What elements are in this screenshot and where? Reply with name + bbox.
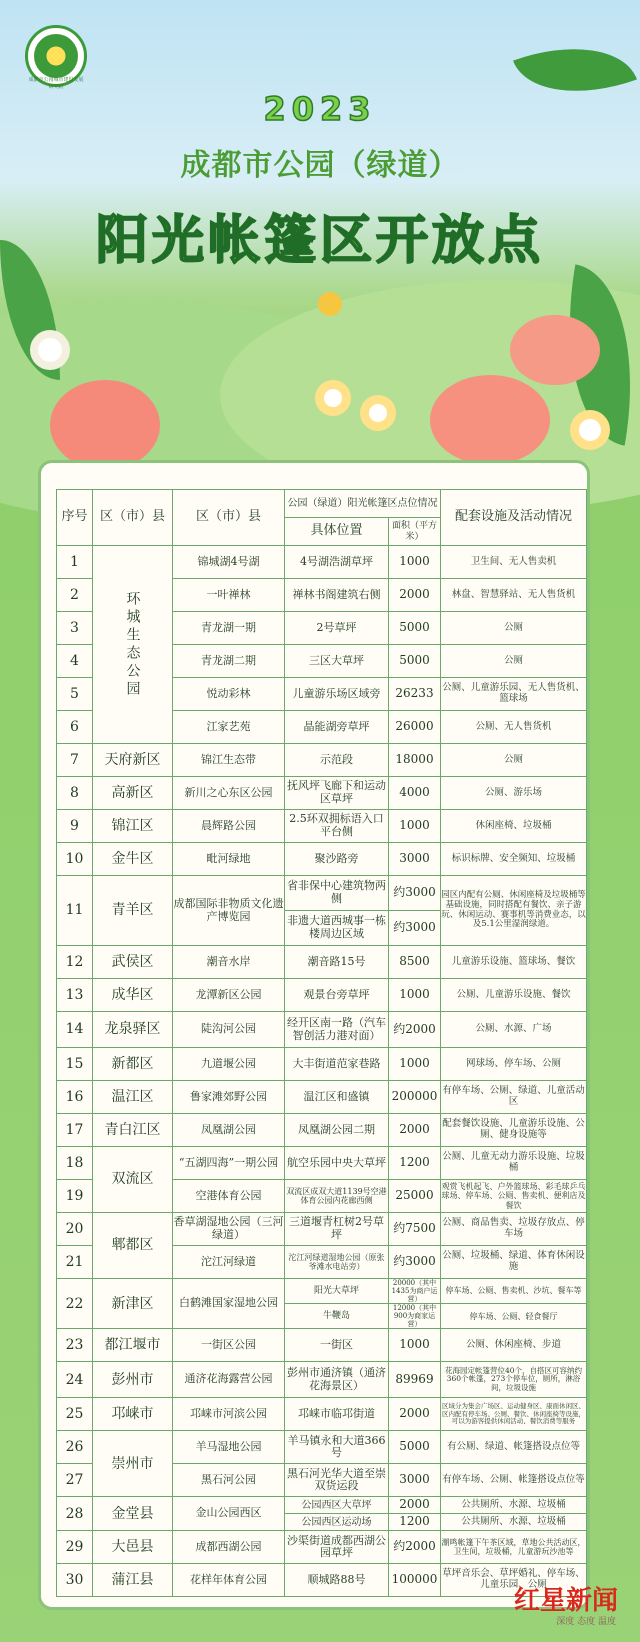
- park-cell: 晨辉路公园: [173, 810, 285, 843]
- area-cell: 8500: [389, 946, 441, 979]
- flower-decoration: [315, 380, 351, 416]
- area-cell: 1000: [389, 810, 441, 843]
- park-cell: 黑石河公园: [173, 1464, 285, 1497]
- district-cell: 新津区: [93, 1279, 173, 1329]
- row-number: 14: [57, 1012, 93, 1048]
- area-cell: 约3000: [389, 1246, 441, 1279]
- district-cell: 温江区: [93, 1081, 173, 1114]
- flower-decoration: [50, 380, 160, 470]
- park-cell: 成都西湖公园: [173, 1531, 285, 1564]
- facilities-cell: 花海园定帐篷营位40个，自搭区可容纳约360个帐篷，273个停车位，厕所，淋浴间，垃圾设施: [441, 1362, 587, 1398]
- row-number: 30: [57, 1564, 93, 1597]
- facilities-cell: 公厕、休闲座椅、步道: [441, 1329, 587, 1362]
- row-number: 19: [57, 1180, 93, 1213]
- location-cell: 沙渠街道成都西湖公园草坪: [285, 1531, 389, 1564]
- area-cell: 12000（其中900为商家运营）: [389, 1304, 441, 1329]
- facilities-cell: 停车场、公厕、售卖机、沙坑、餐车等: [441, 1279, 587, 1304]
- district-cell: 邛崃市: [93, 1398, 173, 1431]
- location-cell: 儿童游乐场区域旁: [285, 678, 389, 711]
- row-number: 10: [57, 843, 93, 876]
- facilities-cell: 公厕、无人售货机: [441, 711, 587, 744]
- facilities-cell: 公厕、游乐场: [441, 777, 587, 810]
- facilities-cell: 休闲座椅、垃圾桶: [441, 810, 587, 843]
- park-cell: 九道堰公园: [173, 1048, 285, 1081]
- row-number: 11: [57, 876, 93, 946]
- location-cell: 沱江河绿道湿地公园（原张爷滩水电站旁）: [285, 1246, 389, 1279]
- park-cell: 毗河绿地: [173, 843, 285, 876]
- district-cell: 金牛区: [93, 843, 173, 876]
- area-cell: 200000: [389, 1081, 441, 1114]
- area-cell: 1200: [389, 1147, 441, 1180]
- facilities-cell: 有停车场、公厕、帐篷搭设点位等: [441, 1464, 587, 1497]
- facilities-cell: 有公厕、绿道、帐篷搭设点位等: [441, 1431, 587, 1464]
- area-cell: 25000: [389, 1180, 441, 1213]
- flower-decoration: [430, 375, 550, 465]
- brand-logo: 红星新闻: [513, 1586, 618, 1616]
- area-cell: 18000: [389, 744, 441, 777]
- sites-table: [56, 489, 587, 1597]
- header-area: 面积（平方米）: [389, 518, 441, 546]
- row-number: 3: [57, 612, 93, 645]
- location-cell: 经开区南一路（汽车智创活力港对面）: [285, 1012, 389, 1048]
- park-cell: 锦江生态带: [173, 744, 285, 777]
- area-cell: 约7500: [389, 1213, 441, 1246]
- park-cell: 一叶禅林: [173, 579, 285, 612]
- location-cell: 牛鞭岛: [285, 1304, 389, 1329]
- park-cell: 锦城湖4号湖: [173, 546, 285, 579]
- area-cell: 26000: [389, 711, 441, 744]
- row-number: 9: [57, 810, 93, 843]
- location-cell: 省非保中心建筑物两侧: [285, 876, 389, 911]
- area-cell: 约2000: [389, 1012, 441, 1048]
- park-cell: 凤凰湖公园: [173, 1114, 285, 1147]
- butterfly-icon: [318, 292, 342, 316]
- facilities-cell: 公厕、垃圾桶、绿道、体育休闲设施: [441, 1246, 587, 1279]
- logo-text: 成都市公园城市建设发展研究院: [28, 77, 84, 90]
- area-cell: 4000: [389, 777, 441, 810]
- header-district: 区（市）县: [93, 490, 173, 546]
- facilities-cell: 公厕: [441, 612, 587, 645]
- row-number: 28: [57, 1497, 93, 1531]
- brand-tagline: 深度 态度 温度: [556, 1617, 616, 1627]
- row-number: 29: [57, 1531, 93, 1564]
- facilities-cell: 公厕: [441, 744, 587, 777]
- facilities-cell: 公共厕所、水源、垃圾桶: [441, 1514, 587, 1531]
- location-cell: 示范段: [285, 744, 389, 777]
- row-number: 17: [57, 1114, 93, 1147]
- flower-decoration: [570, 410, 610, 450]
- facilities-cell: 观赏飞机起飞、户外篮球场、彩毛球乒乓球场、停车场、公厕、售卖机、便利店及餐饮: [441, 1180, 587, 1213]
- area-cell: 5000: [389, 1431, 441, 1464]
- location-cell: 航空乐园中央大草坪: [285, 1147, 389, 1180]
- facilities-cell: 草坪音乐会、草坪婚礼、停车场、儿童乐园、公厕: [441, 1564, 587, 1597]
- facilities-cell: 公厕、儿童游乐园、无人售货机、篮球场: [441, 678, 587, 711]
- row-number: 8: [57, 777, 93, 810]
- district-cell: 成华区: [93, 979, 173, 1012]
- area-cell: 2000: [389, 1497, 441, 1514]
- area-cell: 1000: [389, 979, 441, 1012]
- district-cell: 新都区: [93, 1048, 173, 1081]
- row-number: 20: [57, 1213, 93, 1246]
- area-cell: 20000（其中1435为商户运营）: [389, 1279, 441, 1304]
- area-cell: 3000: [389, 843, 441, 876]
- district-cell: 彭州市: [93, 1362, 173, 1398]
- row-number: 16: [57, 1081, 93, 1114]
- facilities-cell: 公厕、水源、广场: [441, 1012, 587, 1048]
- area-cell: 26233: [389, 678, 441, 711]
- district-cell: 青白江区: [93, 1114, 173, 1147]
- area-cell: 约3000: [389, 911, 441, 946]
- district-cell: 锦江区: [93, 810, 173, 843]
- logo: [25, 25, 87, 90]
- row-number: 21: [57, 1246, 93, 1279]
- facilities-cell: 标识标牌、安全频知、垃圾桶: [441, 843, 587, 876]
- area-cell: 约2000: [389, 1531, 441, 1564]
- location-cell: 非遗大道西城事一栋楼周边区域: [285, 911, 389, 946]
- location-cell: 阳光大草坪: [285, 1279, 389, 1304]
- park-cell: 邛崃市河滨公园: [173, 1398, 285, 1431]
- row-number: 25: [57, 1398, 93, 1431]
- area-cell: 1000: [389, 546, 441, 579]
- district-cell: 环城生态公园: [93, 546, 173, 744]
- location-cell: 一街区: [285, 1329, 389, 1362]
- location-cell: 双流区成双大道1139号空港体育公园内花廊西侧: [285, 1180, 389, 1213]
- area-cell: 2000: [389, 1398, 441, 1431]
- row-number: 22: [57, 1279, 93, 1329]
- header-site-group: 公园（绿道）阳光帐篷区点位情况: [285, 490, 441, 518]
- area-cell: 100000: [389, 1564, 441, 1597]
- park-cell: 羊马湿地公园: [173, 1431, 285, 1464]
- district-cell: 双流区: [93, 1147, 173, 1213]
- flower-decoration: [360, 395, 396, 431]
- area-cell: 5000: [389, 645, 441, 678]
- park-cell: 悦动彩林: [173, 678, 285, 711]
- location-cell: 2.5环双拥标语入口平台侧: [285, 810, 389, 843]
- facilities-cell: 卫生间、无人售卖机: [441, 546, 587, 579]
- location-cell: 羊马镇永和大道366号: [285, 1431, 389, 1464]
- facilities-cell: 潮鸣帐篷下午茶区域，草地公共活动区，卫生间，垃圾桶，儿童游玩沙池等: [441, 1531, 587, 1564]
- district-cell: 大邑县: [93, 1531, 173, 1564]
- facilities-cell: 公共厕所、水源、垃圾桶: [441, 1497, 587, 1514]
- district-cell: 天府新区: [93, 744, 173, 777]
- row-number: 26: [57, 1431, 93, 1464]
- facilities-cell: 停车场、公厕、轻食餐厅: [441, 1304, 587, 1329]
- flower-decoration: [30, 330, 70, 370]
- row-number: 18: [57, 1147, 93, 1180]
- area-cell: 3000: [389, 1464, 441, 1497]
- row-number: 6: [57, 711, 93, 744]
- header-park: 区（市）县: [173, 490, 285, 546]
- row-number: 27: [57, 1464, 93, 1497]
- park-cell: 金山公园西区: [173, 1497, 285, 1531]
- area-cell: 2000: [389, 579, 441, 612]
- facilities-cell: 园区内配有公厕、休闲座椅及垃圾桶等基础设施，同时搭配有餐饮、亲子游玩、休闲运动、赛事机等消费业态，以及5.1公里湿润绿道。: [441, 876, 587, 946]
- district-cell: 武侯区: [93, 946, 173, 979]
- location-cell: 邛崃市临邛街道: [285, 1398, 389, 1431]
- title-year: 2023: [263, 90, 377, 128]
- header-location: 具体位置: [285, 518, 389, 546]
- park-cell: 青龙湖二期: [173, 645, 285, 678]
- row-number: 12: [57, 946, 93, 979]
- park-cell: 花样年体育公园: [173, 1564, 285, 1597]
- row-number: 1: [57, 546, 93, 579]
- park-cell: 通济花海露营公园: [173, 1362, 285, 1398]
- location-cell: 凤凰湖公园二期: [285, 1114, 389, 1147]
- location-cell: 公园西区大草坪: [285, 1497, 389, 1514]
- park-cell: 香草湖湿地公园（三河绿道）: [173, 1213, 285, 1246]
- park-cell: 新川之心东区公园: [173, 777, 285, 810]
- area-cell: 约3000: [389, 876, 441, 911]
- area-cell: 1200: [389, 1514, 441, 1531]
- row-number: 5: [57, 678, 93, 711]
- park-cell: “五湖四海”一期公园: [173, 1147, 285, 1180]
- park-cell: 潮音水岸: [173, 946, 285, 979]
- row-number: 13: [57, 979, 93, 1012]
- row-number: 4: [57, 645, 93, 678]
- location-cell: 彭州市通济镇（通济花海景区）: [285, 1362, 389, 1398]
- area-cell: 1000: [389, 1048, 441, 1081]
- location-cell: 大丰街道范家巷路: [285, 1048, 389, 1081]
- district-cell: 金堂县: [93, 1497, 173, 1531]
- park-cell: 鲁家滩郊野公园: [173, 1081, 285, 1114]
- location-cell: 禅林书阁建筑右侧: [285, 579, 389, 612]
- facilities-cell: 公厕、儿童游乐设施、餐饮: [441, 979, 587, 1012]
- title-subtitle: 成都市公园（绿道）: [180, 148, 460, 183]
- district-cell: 崇州市: [93, 1431, 173, 1497]
- location-cell: 黑石河光华大道至崇双货运段: [285, 1464, 389, 1497]
- area-cell: 89969: [389, 1362, 441, 1398]
- flower-decoration: [510, 315, 600, 385]
- park-cell: 沱江河绿道: [173, 1246, 285, 1279]
- row-number: 23: [57, 1329, 93, 1362]
- facilities-cell: 林盘、智慧驿站、无人售货机: [441, 579, 587, 612]
- row-number: 24: [57, 1362, 93, 1398]
- location-cell: 观景台旁草坪: [285, 979, 389, 1012]
- district-cell: 蒲江县: [93, 1564, 173, 1597]
- row-number: 2: [57, 579, 93, 612]
- location-cell: 温江区和盛镇: [285, 1081, 389, 1114]
- location-cell: 抚风坪飞廊下和运动区草坪: [285, 777, 389, 810]
- area-cell: 1000: [389, 1329, 441, 1362]
- logo-emblem-icon: [34, 34, 78, 78]
- district-cell: 郫都区: [93, 1213, 173, 1279]
- location-cell: 公园西区运动场: [285, 1514, 389, 1531]
- area-cell: 2000: [389, 1114, 441, 1147]
- location-cell: 三区大草坪: [285, 645, 389, 678]
- title-main: 阳光帐篷区开放点: [95, 211, 544, 271]
- facilities-cell: 区域分为集会广场区、运动健身区、康面休闲区、区内配有停车场、公厕、餐饮、休闲座椅等设施，可以为游客提供休闲活动、餐饮消费等服务: [441, 1398, 587, 1431]
- facilities-cell: 儿童游乐设施、篮球场、餐饮: [441, 946, 587, 979]
- park-cell: 江家艺苑: [173, 711, 285, 744]
- district-cell: 都江堰市: [93, 1329, 173, 1362]
- location-cell: 潮音路15号: [285, 946, 389, 979]
- location-cell: 聚沙路旁: [285, 843, 389, 876]
- park-cell: 青龙湖一期: [173, 612, 285, 645]
- location-cell: 4号湖浩湖草坪: [285, 546, 389, 579]
- district-cell: 高新区: [93, 777, 173, 810]
- district-cell: 青羊区: [93, 876, 173, 946]
- location-cell: 晶能湖旁草坪: [285, 711, 389, 744]
- facilities-cell: 公厕: [441, 645, 587, 678]
- facilities-cell: 有停车场、公厕、绿道、儿童活动区: [441, 1081, 587, 1114]
- park-cell: 成都国际非物质文化遗产博览园: [173, 876, 285, 946]
- district-cell: 龙泉驿区: [93, 1012, 173, 1048]
- park-cell: 一街区公园: [173, 1329, 285, 1362]
- park-cell: 龙潭新区公园: [173, 979, 285, 1012]
- location-cell: 顺城路88号: [285, 1564, 389, 1597]
- row-number: 15: [57, 1048, 93, 1081]
- header-no: 序号: [57, 490, 93, 546]
- facilities-cell: 公厕、商品售卖、垃圾存放点、停车场: [441, 1213, 587, 1246]
- park-cell: 陡沟河公园: [173, 1012, 285, 1048]
- header-facilities: 配套设施及活动情况: [441, 490, 587, 546]
- row-number: 7: [57, 744, 93, 777]
- park-cell: 空港体育公园: [173, 1180, 285, 1213]
- facilities-cell: 公厕、儿童无动力游乐设施、垃圾桶: [441, 1147, 587, 1180]
- park-cell: 白鹤滩国家湿地公园: [173, 1279, 285, 1329]
- facilities-cell: 网球场、停车场、公厕: [441, 1048, 587, 1081]
- location-cell: 2号草坪: [285, 612, 389, 645]
- location-cell: 三道堰青杠树2号草坪: [285, 1213, 389, 1246]
- area-cell: 5000: [389, 612, 441, 645]
- facilities-cell: 配套餐饮设施、儿童游乐设施、公厕、健身设施等: [441, 1114, 587, 1147]
